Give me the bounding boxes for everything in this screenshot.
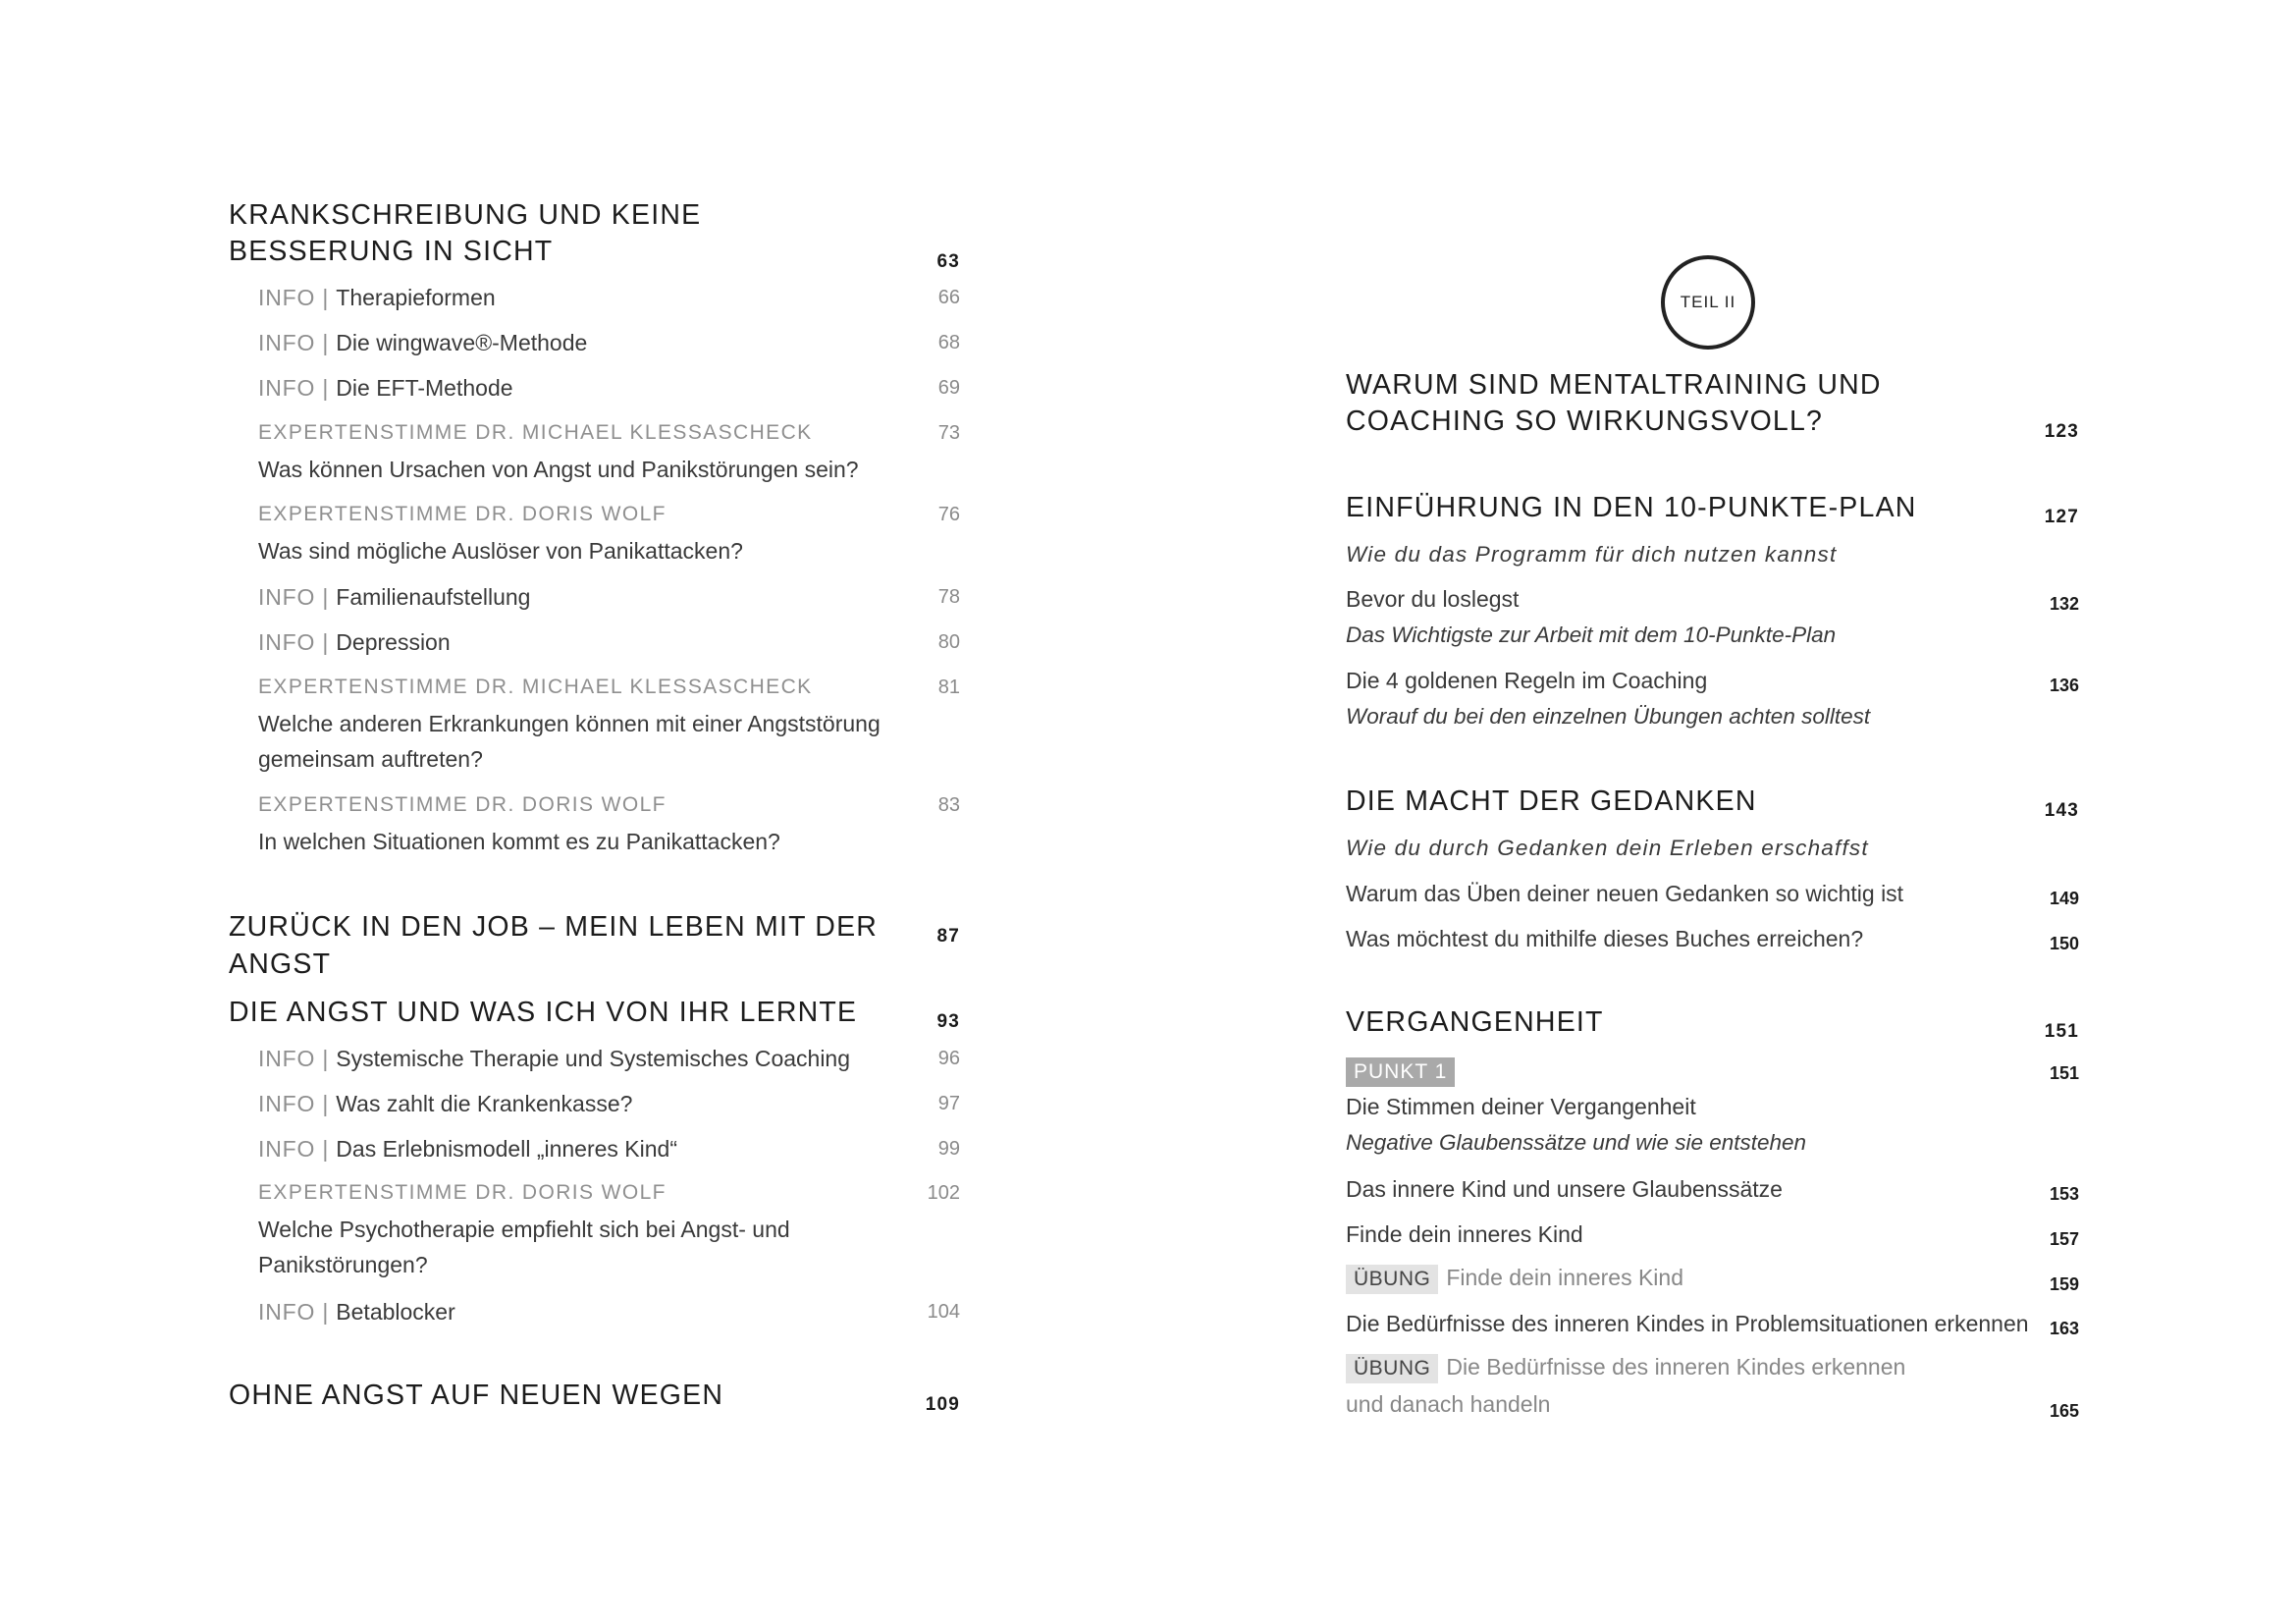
- entry-title: Finde dein inneres Kind: [1346, 1221, 1583, 1247]
- chapter-title: OHNE ANGST AUF NEUEN WEGEN: [229, 1380, 724, 1411]
- page-number: 159: [2049, 1274, 2079, 1294]
- entry-title: Therapieformen: [336, 285, 496, 310]
- teil-badge: TEIL II: [1661, 255, 1755, 350]
- entry-title: Finde dein inneres Kind: [1446, 1265, 1684, 1290]
- entry-title: Systemische Therapie und Systemisches Coaching: [336, 1046, 851, 1071]
- page-number: 153: [2049, 1184, 2079, 1204]
- page-number: 165: [2049, 1401, 2079, 1421]
- entry-question: In welchen Situationen kommt es zu Panikattacken?: [258, 829, 780, 854]
- info-tag: INFO: [258, 584, 316, 610]
- chapter-entry[interactable]: [1346, 489, 2079, 587]
- chapter-title: KRANKSCHREIBUNG UND KEINE: [229, 199, 702, 231]
- page-number: 83: [937, 794, 960, 816]
- entry-title: Die wingwave®-Methode: [336, 330, 588, 355]
- info-tag: INFO: [258, 1091, 316, 1116]
- entry-question: Was können Ursachen von Angst und Panikstörungen sein?: [258, 457, 859, 482]
- entry-title: Die EFT-Methode: [336, 375, 513, 401]
- entry-title: Warum das Üben deiner neuen Gedanken so wichtig ist: [1346, 881, 1904, 906]
- info-tag: INFO: [258, 330, 316, 355]
- info-tag: INFO: [258, 629, 316, 655]
- page-number: 97: [937, 1093, 960, 1114]
- page-number: 102: [927, 1182, 960, 1204]
- chapter-entry[interactable]: [1346, 366, 2079, 445]
- info-tag: INFO: [258, 285, 316, 310]
- entry-title: Die 4 goldenen Regeln im Coaching: [1346, 668, 1708, 693]
- entry-title: Das innere Kind und unsere Glaubenssätze: [1346, 1176, 1783, 1202]
- page-number: 151: [2044, 1021, 2079, 1042]
- info-tag: INFO: [258, 1299, 316, 1325]
- page-number: 78: [937, 586, 960, 608]
- page-number: 87: [936, 926, 960, 947]
- uebung-tag: ÜBUNG: [1346, 1265, 1438, 1294]
- entry-subtitle: Worauf du bei den einzelnen Übungen achten solltest: [1346, 704, 1871, 729]
- page-number: 76: [937, 504, 960, 525]
- page-number: 151: [2049, 1063, 2079, 1083]
- page-number: 104: [927, 1301, 960, 1323]
- expert-label: EXPERTENSTIMME DR. DORIS WOLF: [258, 1181, 667, 1204]
- page-number: 96: [937, 1048, 960, 1069]
- page-number: 69: [937, 377, 960, 399]
- chapter-entry[interactable]: [229, 196, 960, 275]
- chapter-subtitle: Wie du durch Gedanken dein Erleben erschaffst: [1346, 836, 1869, 860]
- chapter-title: ZURÜCK IN DEN JOB – MEIN LEBEN MIT DER ANGST: [229, 911, 879, 980]
- page-number: 66: [937, 287, 960, 308]
- entry-question: Welche Psychotherapie empfiehlt sich bei Angst- und: [258, 1217, 790, 1242]
- page-number: 73: [937, 422, 960, 444]
- chapter-title: DIE MACHT DER GEDANKEN: [1346, 785, 1757, 817]
- entry-title: Die Bedürfnisse des inneren Kindes erkennen: [1446, 1354, 1906, 1380]
- page-number: 93: [936, 1011, 960, 1032]
- entry-title: Betablocker: [336, 1299, 455, 1325]
- page-number: 132: [2049, 594, 2079, 614]
- expert-label: EXPERTENSTIMME DR. DORIS WOLF: [258, 503, 667, 525]
- expert-label: EXPERTENSTIMME DR. DORIS WOLF: [258, 793, 667, 816]
- chapter-title: BESSERUNG IN SICHT: [229, 236, 554, 267]
- entry-question: gemeinsam auftreten?: [258, 746, 483, 772]
- page-number: 63: [936, 251, 960, 272]
- page-number: 150: [2049, 934, 2079, 953]
- page-number: 149: [2049, 889, 2079, 908]
- page-number: 81: [937, 677, 960, 698]
- entry-title: Familienaufstellung: [336, 584, 531, 610]
- page-number: 123: [2044, 421, 2079, 442]
- expert-label: EXPERTENSTIMME DR. MICHAEL KLESSASCHECK: [258, 676, 813, 698]
- entry-title: Das Erlebnismodell „inneres Kind“: [336, 1136, 678, 1162]
- chapter-entry[interactable]: [1346, 783, 2079, 881]
- info-tag: INFO: [258, 1046, 316, 1071]
- page-number: 99: [937, 1138, 960, 1160]
- entry-title: Was möchtest du mithilfe dieses Buches erreichen?: [1346, 926, 1864, 951]
- entry-question: Welche anderen Erkrankungen können mit einer Angststörung: [258, 711, 881, 736]
- page-number: 80: [937, 631, 960, 653]
- page-number: 157: [2049, 1229, 2079, 1249]
- page-number: 68: [937, 332, 960, 353]
- expert-label: EXPERTENSTIMME DR. MICHAEL KLESSASCHECK: [258, 421, 813, 444]
- entry-subtitle: Das Wichtigste zur Arbeit mit dem 10-Punkte-Plan: [1346, 623, 1837, 647]
- info-tag: INFO: [258, 1136, 316, 1162]
- entry-title: Was zahlt die Krankenkasse?: [336, 1091, 633, 1116]
- chapter-subtitle: Wie du das Programm für dich nutzen kannst: [1346, 542, 1838, 567]
- page-number: 136: [2049, 676, 2079, 695]
- entry-title: Die Stimmen deiner Vergangenheit: [1346, 1094, 1696, 1119]
- chapter-title: COACHING SO WIRKUNGSVOLL?: [1346, 406, 1824, 437]
- chapter-title: VERGANGENHEIT: [1346, 1006, 1604, 1038]
- chapter-title: EINFÜHRUNG IN DEN 10-PUNKTE-PLAN: [1346, 492, 1917, 523]
- info-tag: INFO: [258, 375, 316, 401]
- entry-question: Was sind mögliche Auslöser von Panikattacken?: [258, 538, 743, 564]
- entry-title: Die Bedürfnisse des inneren Kindes in Problemsituationen erkennen: [1346, 1311, 2029, 1336]
- page-number: 109: [925, 1394, 960, 1415]
- page-number: 143: [2044, 800, 2079, 821]
- chapter-title: WARUM SIND MENTALTRAINING UND: [1346, 369, 1882, 401]
- entry-question: Panikstörungen?: [258, 1252, 428, 1277]
- chapter-title: DIE ANGST UND WAS ICH VON IHR LERNTE: [229, 997, 858, 1028]
- page-number: 163: [2049, 1319, 2079, 1338]
- entry-title: Bevor du loslegst: [1346, 586, 1520, 612]
- entry-title: Depression: [336, 629, 451, 655]
- punkt-tag: PUNKT 1: [1346, 1057, 1455, 1087]
- entry-subtitle: Negative Glaubenssätze und wie sie entstehen: [1346, 1130, 1807, 1155]
- uebung-tag: ÜBUNG: [1346, 1354, 1438, 1383]
- page-number: 127: [2044, 507, 2079, 527]
- entry-title: und danach handeln: [1346, 1391, 1551, 1417]
